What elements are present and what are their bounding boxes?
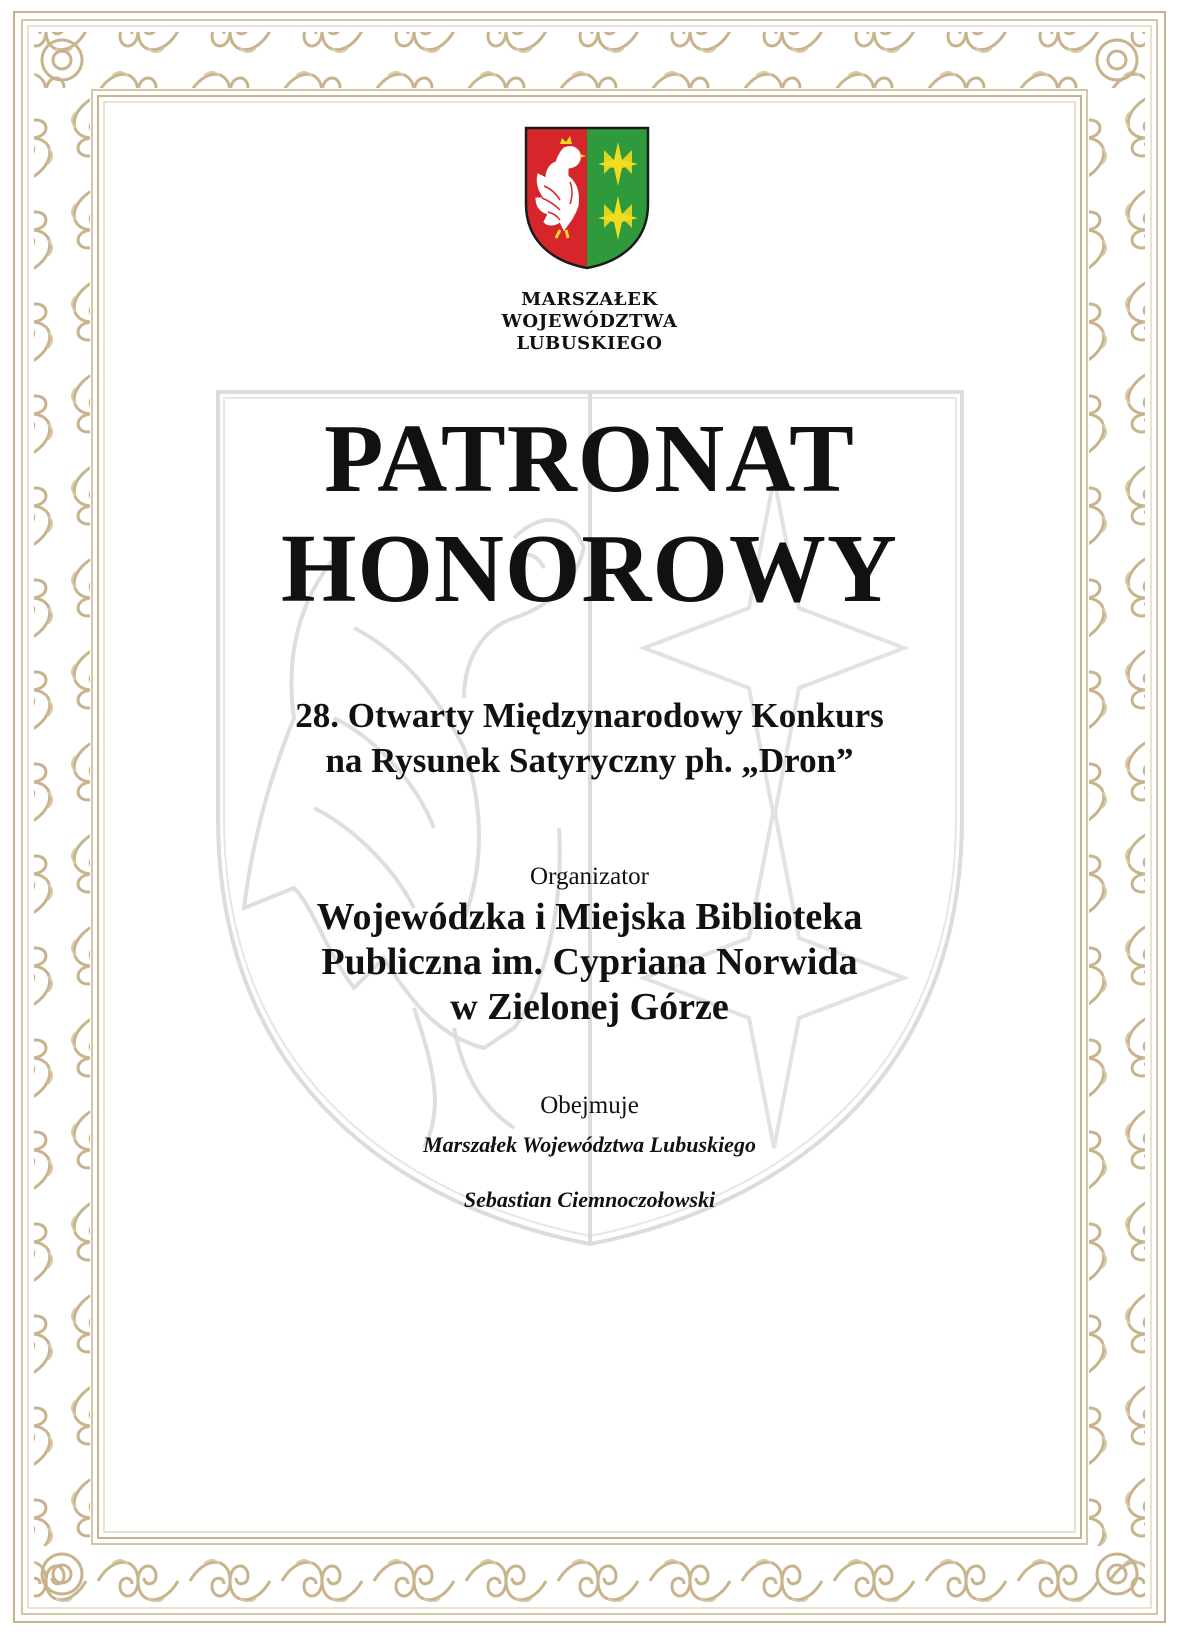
certificate-title xyxy=(0,404,1179,624)
event-line: na Rysunek Satyryczny ph. „Dron” xyxy=(325,741,854,780)
title-line: PATRONAT xyxy=(324,405,855,512)
issuer-line: MARSZAŁEK xyxy=(521,289,658,310)
event-line: 28. Otwarty Międzynarodowy Konkurs xyxy=(295,696,884,735)
organizer-label: Organizator xyxy=(530,863,649,890)
issuer-line: LUBUSKIEGO xyxy=(516,333,663,354)
organizer-line: Publiczna im. Cypriana Norwida xyxy=(321,941,858,983)
title-line: HONOROWY xyxy=(281,515,898,622)
issuer-line: WOJEWÓDZTWA xyxy=(501,311,678,332)
organizer-name xyxy=(0,895,1179,1030)
patron-role: Marszałek Województwa Lubuskiego xyxy=(423,1132,756,1157)
organizer-line: Wojewódzka i Miejska Biblioteka xyxy=(316,896,863,938)
organizer-line: w Zielonej Górze xyxy=(450,986,729,1028)
issuer-block xyxy=(0,289,1179,355)
event-name xyxy=(0,693,1179,783)
patron-label: Obejmuje xyxy=(540,1092,639,1119)
coat-of-arms-icon xyxy=(524,126,650,270)
patron-name: Sebastian Ciemnoczołowski xyxy=(463,1187,716,1212)
